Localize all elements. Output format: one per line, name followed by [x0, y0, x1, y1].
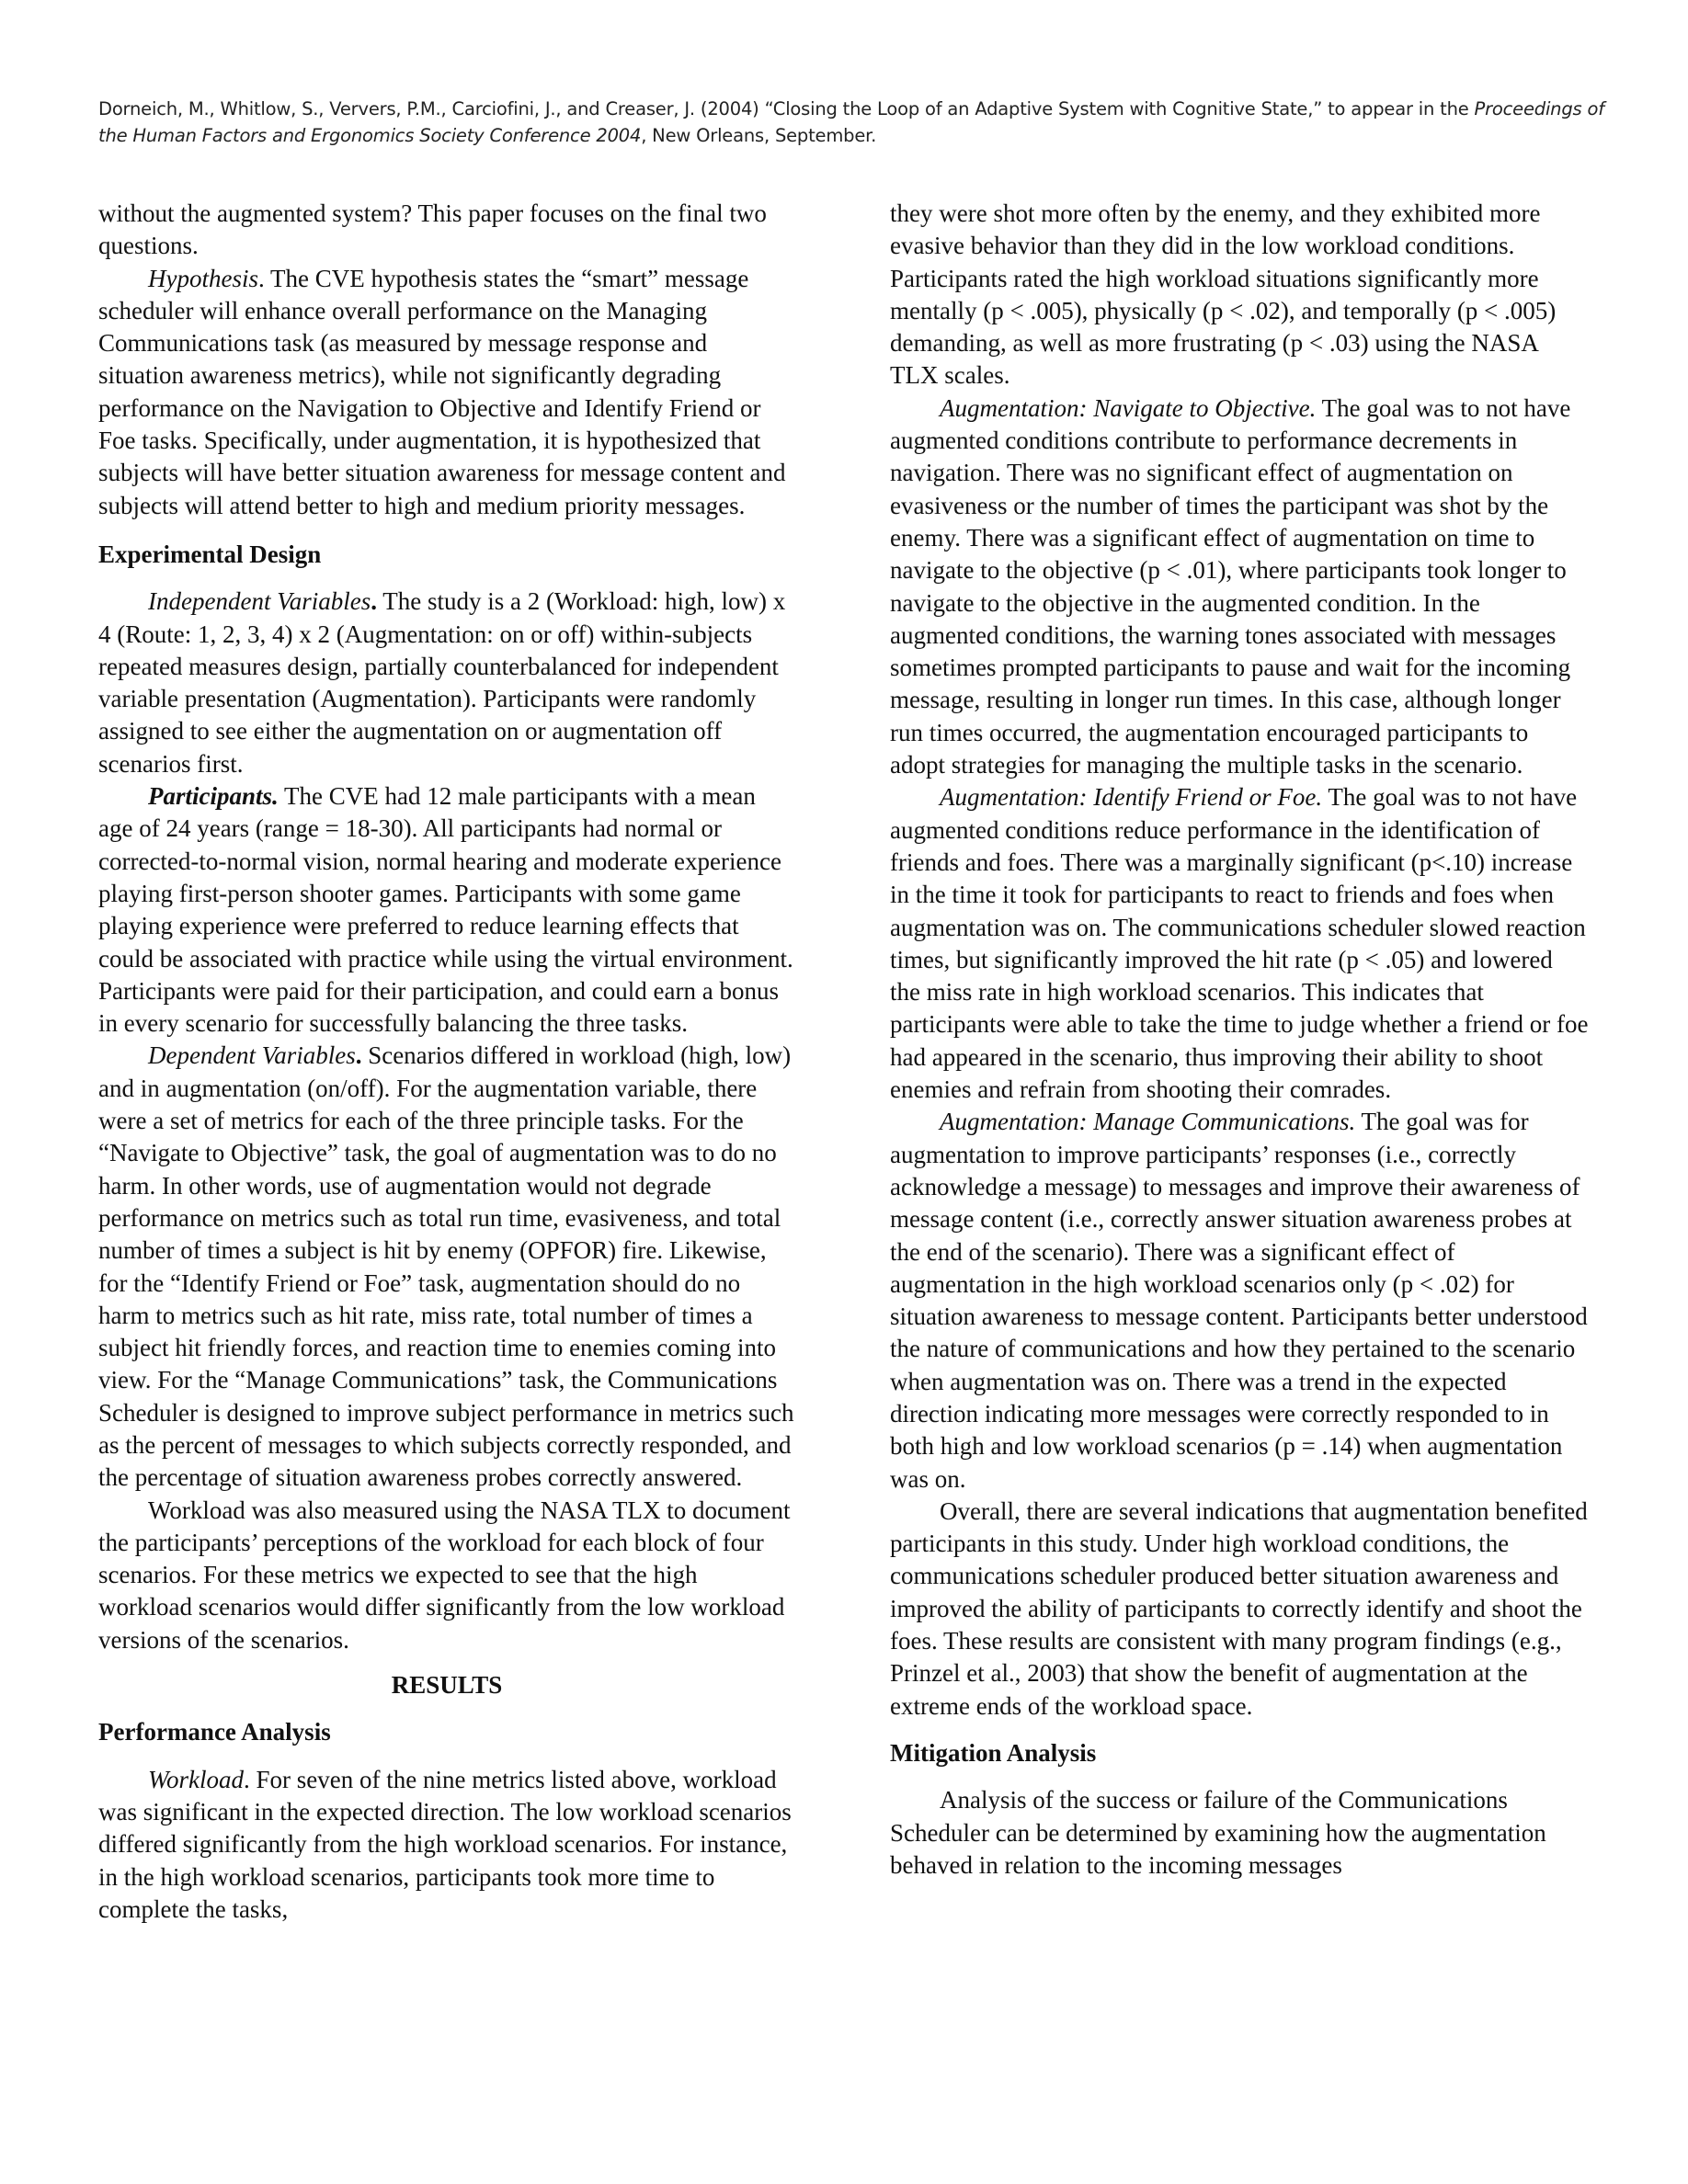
citation-location-date: , New Orleans, September. — [641, 125, 877, 146]
paragraph-navigate-objective: Augmentation: Navigate to Objective. The goal was to not have augmented conditions contribute to performance decrements in navigation. There was no significant effect of augmentation on evasiveness or the number of times the participant was shot by the enemy. There was a significant effect of augmentation on time to navigate to the objective (p < .01), where participants took longer to navigate to the objective in the augmented condition. In the augmented conditions, the warning tones associated with messages sometimes prompted participants to pause and wait for the incoming message, resulting in longer run times. In this case, although longer run times occurred, the augmentation encouraged participants to adopt strategies for managing the multiple tasks in the scenario. — [890, 393, 1571, 779]
run-in-heading-hypothesis: Hypothesis — [148, 264, 258, 292]
run-in-heading-navigate-objective: Augmentation: Navigate to Objective. — [940, 393, 1317, 422]
citation-authors-title: Dorneich, M., Whitlow, S., Ververs, P.M., Carciofini, J., and Creaser, J. (2004) “Closing the Loop of an Adaptive System with Cognitive State,” to appear in the — [98, 98, 1475, 119]
run-in-heading-identify-friend-foe: Augmentation: Identify Friend or Foe. — [940, 783, 1323, 812]
paragraph-workload: Workload. For seven of the nine metrics listed above, workload was significant in the expected direction. The low workload scenarios differed significantly from the high workload scenarios. For instance, in the high workload scenarios, participants took more time to complete the tasks, — [98, 1765, 792, 1923]
paragraph-hypothesis: Hypothesis. The CVE hypothesis states the “smart” message scheduler will enhance overall performance on the Managing Communications task (as measured by message response and situation awareness metrics), while not significantly degrading performance on the Navigation to Objective and Identify Friend or Foe tasks. Specifically, under augmentation, it is hypothesized that subjects will have better situation awareness for message content and subjects will attend better to high and medium priority messages. — [98, 264, 786, 519]
paragraph-identify-friend-foe: Augmentation: Identify Friend or Foe. The goal was to not have augmented conditions reduce performance in the identification of friends and foes. There was a marginally significant (p<.10) increase in the time it took for participants to react to friends and foes when augmentation was on. The communications scheduler slowed reaction times, but significantly improved the hit rate (p < .05) and lowered the miss rate in high workload scenarios. This indicates that participants were able to take the time to judge whether a friend or foe had appeared in the scenario, thus improving their ability to shoot enemies and refrain from shooting their comrades. — [890, 783, 1589, 1104]
right-column — [890, 198, 1589, 1882]
paragraph-continuation: without the augmented system? This paper focuses on the final two questions. — [98, 199, 767, 260]
run-in-heading-participants: Participants. — [148, 782, 279, 811]
paragraph-overall: Overall, there are several indications that augmentation benefited participants in this study. Under high workload conditions, the communications scheduler produced better situation awareness and improved the ability of participants to correctly identify and shoot the foes. These results are consistent with many program findings (e.g., Prinzel et al., 2003) that show the benefit of augmentation at the extreme ends of the workload space. — [890, 1496, 1588, 1720]
left-column — [98, 198, 795, 1926]
section-heading-mitigation-analysis: Mitigation Analysis — [890, 1738, 1097, 1767]
run-in-heading-dependent-variables: Dependent Variables — [148, 1041, 356, 1070]
run-in-heading-workload: Workload — [148, 1765, 245, 1793]
paragraph-mitigation: Analysis of the success or failure of the Communications Scheduler can be determined by examining how the augmentation behaved in relation to the incoming messages — [890, 1786, 1546, 1879]
citation-venue: Proceedings of the Human Factors and Ergonomics Society Conference 2004 — [98, 98, 1604, 146]
section-heading-performance-analysis: Performance Analysis — [98, 1718, 331, 1746]
paragraph-nasa-tlx: Workload was also measured using the NASA TLX to document the participants’ perceptions of the workload for each block of four scenarios. For these metrics we expected to see that the high workload scenarios would differ significantly from the low workload versions of the scenarios. — [98, 1496, 791, 1654]
paragraph-workload-continued: they were shot more often by the enemy, and they exhibited more evasive behavior than they did in the low workload conditions. Participants rated the high workload situations significantly more mentally (p < .005), physically (p < .02), and temporally (p < .005) demanding, as well as more frustrating (p < .03) using the NASA TLX scales. — [890, 199, 1557, 390]
run-in-heading-independent-variables: Independent Variables — [148, 587, 371, 616]
section-heading-experimental-design: Experimental Design — [98, 540, 322, 568]
paragraph-dependent-variables: Dependent Variables. Scenarios differed in workload (high, low) and in augmentation (on/off). For the augmentation variable, there were a set of metrics for each of the three principle tasks. For the “Navigate to Objective” task, the goal of augmentation was to do no harm. In other words, use of augmentation would not degrade performance on metrics such as total run time, evasiveness, and total number of times a subject is hit by enemy (OPFOR) fire. Likewise, for the “Identify Friend or Foe” task, augmentation should do no harm to metrics such as hit rate, miss rate, total number of times a subject hit friendly forces, and reaction time to enemies coming into view. For the “Manage Communications” task, the Communications Scheduler is designed to improve subject performance in metrics such as the percent of messages to which subjects correctly responded, and the percentage of situation awareness probes correctly answered. — [98, 1041, 794, 1492]
paragraph-independent-variables: Independent Variables. The study is a 2 (Workload: high, low) x 4 (Route: 1, 2, 3, 4) x 2 (Augmentation: on or off) within-subjects repeated measures design, partially counterbalanced for independent variable presentation (Augmentation). Participants were randomly assigned to see either the augmentation on or augmentation off scenarios first. — [98, 587, 786, 778]
paragraph-participants: Participants. The CVE had 12 male participants with a mean age of 24 years (range = 18-30). All participants had normal or corrected-to-normal vision, normal hearing and moderate experience playing first-person shooter games. Participants with some game playing experience were preferred to reduce learning effects that could be associated with practice while using the virtual environment. Participants were paid for their participation, and could earn a bonus in every scenario for successfully balancing the three tasks. — [98, 782, 793, 1038]
section-heading-results: RESULTS — [391, 1671, 503, 1700]
paragraph-manage-communications: Augmentation: Manage Communications. The goal was for augmentation to improve participants’ responses (i.e., correctly acknowledge a message) to messages and improve their awareness of message content (i.e., correctly answer situation awareness probes at the end of the scenario). There was a significant effect of augmentation in the high workload scenarios only (p < .02) for situation awareness to message content. Participants better understood the nature of communications and how they pertained to the scenario when augmentation was on. There was a trend in the expected direction indicating more messages were correctly responded to in both high and low workload scenarios (p = .14) when augmentation was on. — [890, 1108, 1588, 1493]
running-header-citation — [98, 96, 1625, 149]
run-in-heading-manage-communications: Augmentation: Manage Communications. — [940, 1108, 1356, 1136]
